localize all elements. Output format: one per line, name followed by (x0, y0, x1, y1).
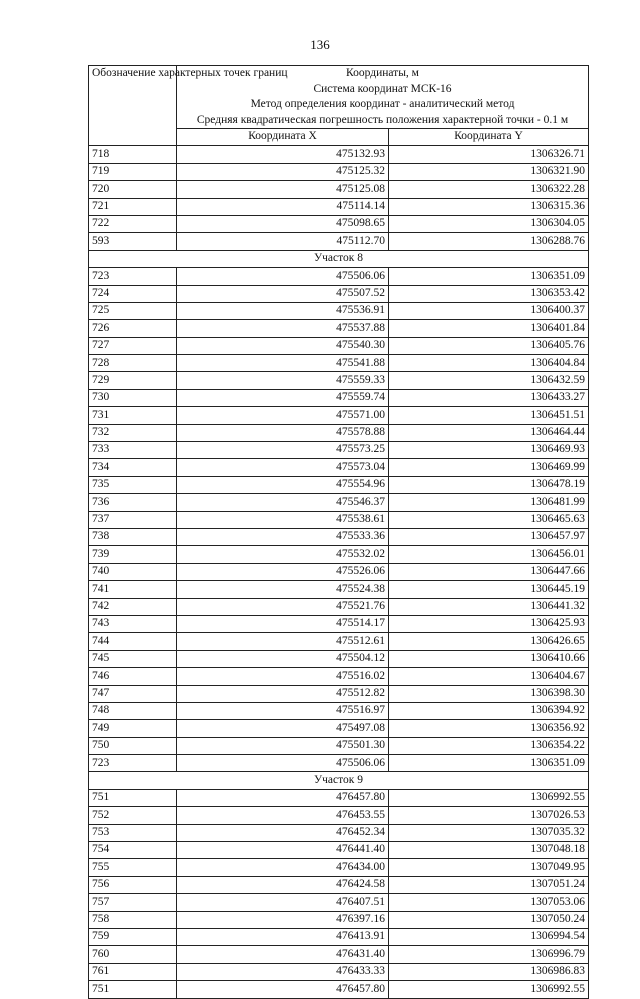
table-row (89, 633, 589, 650)
coord-x: 476457.80 (177, 789, 389, 806)
table-row (89, 615, 589, 632)
point-number: 760 (89, 946, 177, 963)
coord-x: 475114.14 (177, 198, 389, 215)
coord-y: 1306351.09 (389, 268, 589, 285)
coord-x: 475125.32 (177, 163, 389, 180)
point-number: 749 (89, 720, 177, 737)
coord-y: 1306398.30 (389, 685, 589, 702)
table-row (89, 981, 589, 998)
coord-x: 476407.51 (177, 894, 389, 911)
coord-x: 475516.97 (177, 702, 389, 719)
coord-x: 475506.06 (177, 268, 389, 285)
point-number: 751 (89, 789, 177, 806)
section-title: Участок 8 (89, 250, 589, 267)
coord-y: 1306445.19 (389, 581, 589, 598)
coord-y: 1306404.67 (389, 668, 589, 685)
point-number: 727 (89, 337, 177, 354)
coord-x: 475506.06 (177, 755, 389, 772)
point-number: 744 (89, 633, 177, 650)
coord-x: 475514.17 (177, 615, 389, 632)
coord-x: 476457.80 (177, 981, 389, 998)
point-number: 737 (89, 511, 177, 528)
coord-x: 475538.61 (177, 511, 389, 528)
table-row (89, 355, 589, 372)
point-number: 748 (89, 702, 177, 719)
point-number: 718 (89, 146, 177, 163)
table-row (89, 859, 589, 876)
table-row (89, 685, 589, 702)
point-number: 734 (89, 459, 177, 476)
table-row (89, 581, 589, 598)
point-number: 723 (89, 268, 177, 285)
coord-y: 1307053.06 (389, 894, 589, 911)
table-row (89, 320, 589, 337)
accuracy-note: Средняя квадратическая погрешность положения характерной точки - 0.1 м (196, 113, 569, 126)
coord-y: 1306400.37 (389, 302, 589, 319)
coord-y: 1306432.59 (389, 372, 589, 389)
point-number: 731 (89, 407, 177, 424)
coord-y: 1306288.76 (389, 233, 589, 250)
table-row (89, 668, 589, 685)
point-number: 747 (89, 685, 177, 702)
coord-y: 1306992.55 (389, 981, 589, 998)
table-row (89, 146, 589, 163)
coordinates-title: Координаты, м (346, 67, 419, 79)
coord-x: 475112.70 (177, 233, 389, 250)
coord-y: 1306433.27 (389, 389, 589, 406)
coord-y: 1306351.09 (389, 755, 589, 772)
coord-x: 475125.08 (177, 181, 389, 198)
point-number: 752 (89, 807, 177, 824)
point-number: 720 (89, 181, 177, 198)
table-row (89, 163, 589, 180)
table-row (89, 268, 589, 285)
coord-x: 475098.65 (177, 215, 389, 232)
coord-y: 1307048.18 (389, 842, 589, 859)
coord-x: 475524.38 (177, 581, 389, 598)
table-row (89, 407, 589, 424)
table-row (89, 755, 589, 772)
point-number: 724 (89, 285, 177, 302)
point-number: 743 (89, 615, 177, 632)
table-body (89, 146, 589, 998)
table-row (89, 911, 589, 928)
coord-y: 1306469.93 (389, 442, 589, 459)
point-number: 726 (89, 320, 177, 337)
coord-x: 475559.74 (177, 389, 389, 406)
coord-y: 1307049.95 (389, 859, 589, 876)
coord-y: 1306354.22 (389, 737, 589, 754)
coord-x: 475573.25 (177, 442, 389, 459)
coord-x: 475501.30 (177, 737, 389, 754)
section-row (89, 250, 589, 267)
coord-y: 1306304.05 (389, 215, 589, 232)
table-row (89, 285, 589, 302)
point-number: 759 (89, 928, 177, 945)
point-number: 719 (89, 163, 177, 180)
table-row (89, 476, 589, 493)
table-row (89, 424, 589, 441)
coord-x: 475532.02 (177, 546, 389, 563)
point-number: 756 (89, 876, 177, 893)
coord-y: 1306465.63 (389, 511, 589, 528)
coord-x: 475536.91 (177, 302, 389, 319)
coord-x: 476441.40 (177, 842, 389, 859)
section-title: Участок 9 (89, 772, 589, 789)
coord-y: 1306481.99 (389, 494, 589, 511)
coord-x: 476397.16 (177, 911, 389, 928)
table-row (89, 737, 589, 754)
table-row (89, 928, 589, 945)
coord-y: 1306425.93 (389, 615, 589, 632)
table-row (89, 702, 589, 719)
table-row (89, 807, 589, 824)
table-row (89, 650, 589, 667)
coord-x: 475533.36 (177, 528, 389, 545)
coord-y: 1307035.32 (389, 824, 589, 841)
coord-x: 475521.76 (177, 598, 389, 615)
point-number: 723 (89, 755, 177, 772)
coord-y: 1307050.24 (389, 911, 589, 928)
section-row (89, 772, 589, 789)
x-column-header: Координата X (177, 129, 389, 146)
coord-y: 1306394.92 (389, 702, 589, 719)
point-number: 721 (89, 198, 177, 215)
point-number: 742 (89, 598, 177, 615)
point-number: 750 (89, 737, 177, 754)
coord-x: 476424.58 (177, 876, 389, 893)
table-row (89, 233, 589, 250)
coord-x: 475541.88 (177, 355, 389, 372)
coord-y: 1306451.51 (389, 407, 589, 424)
coord-y: 1306441.32 (389, 598, 589, 615)
table-row (89, 389, 589, 406)
page-number: 136 (310, 37, 330, 52)
table-row (89, 963, 589, 980)
table-row (89, 946, 589, 963)
coord-y: 1306464.44 (389, 424, 589, 441)
table-row (89, 842, 589, 859)
coord-y: 1306356.92 (389, 720, 589, 737)
coord-y: 1306986.83 (389, 963, 589, 980)
point-number: 751 (89, 981, 177, 998)
table-row (89, 372, 589, 389)
coord-y: 1306447.66 (389, 563, 589, 580)
coord-y: 1306457.97 (389, 528, 589, 545)
coord-x: 475526.06 (177, 563, 389, 580)
point-number: 725 (89, 302, 177, 319)
coord-x: 476413.91 (177, 928, 389, 945)
table-row (89, 337, 589, 354)
coord-y: 1306315.36 (389, 198, 589, 215)
coord-x: 475507.52 (177, 285, 389, 302)
point-number: 758 (89, 911, 177, 928)
point-number: 593 (89, 233, 177, 250)
coordinate-system: Система координат МСК-16 (313, 82, 452, 95)
coord-x: 475559.33 (177, 372, 389, 389)
point-number: 746 (89, 668, 177, 685)
coord-y: 1306322.28 (389, 181, 589, 198)
coord-y: 1306426.65 (389, 633, 589, 650)
coord-y: 1306410.66 (389, 650, 589, 667)
point-number: 741 (89, 581, 177, 598)
point-number: 736 (89, 494, 177, 511)
coord-x: 476453.55 (177, 807, 389, 824)
coord-y: 1306994.54 (389, 928, 589, 945)
coord-x: 475504.12 (177, 650, 389, 667)
coord-y: 1306992.55 (389, 789, 589, 806)
table-row (89, 876, 589, 893)
coord-x: 475537.88 (177, 320, 389, 337)
point-number: 754 (89, 842, 177, 859)
coord-y: 1306404.84 (389, 355, 589, 372)
table-row (89, 894, 589, 911)
point-number: 730 (89, 389, 177, 406)
coord-x: 475497.08 (177, 720, 389, 737)
table-row (89, 789, 589, 806)
point-number: 745 (89, 650, 177, 667)
coord-y: 1306996.79 (389, 946, 589, 963)
table-row (89, 598, 589, 615)
point-number: 757 (89, 894, 177, 911)
table-row (89, 720, 589, 737)
coord-y: 1306456.01 (389, 546, 589, 563)
coord-x: 475512.61 (177, 633, 389, 650)
coord-x: 475578.88 (177, 424, 389, 441)
coord-x: 476431.40 (177, 946, 389, 963)
table-row (89, 442, 589, 459)
table-header (89, 66, 589, 146)
coord-y: 1306405.76 (389, 337, 589, 354)
point-number: 738 (89, 528, 177, 545)
point-number: 728 (89, 355, 177, 372)
point-number: 740 (89, 563, 177, 580)
point-number: 733 (89, 442, 177, 459)
coord-x: 476433.33 (177, 963, 389, 980)
coord-y: 1306321.90 (389, 163, 589, 180)
point-number: 739 (89, 546, 177, 563)
table-row (89, 215, 589, 232)
point-number: 732 (89, 424, 177, 441)
coord-x: 475571.00 (177, 407, 389, 424)
table-row (89, 198, 589, 215)
point-number: 735 (89, 476, 177, 493)
coord-y: 1307026.53 (389, 807, 589, 824)
table-row (89, 181, 589, 198)
point-number: 753 (89, 824, 177, 841)
coord-x: 475512.82 (177, 685, 389, 702)
table-row (89, 459, 589, 476)
coord-x: 475554.96 (177, 476, 389, 493)
point-number: 755 (89, 859, 177, 876)
coord-y: 1306401.84 (389, 320, 589, 337)
point-number: 729 (89, 372, 177, 389)
coord-x: 476434.00 (177, 859, 389, 876)
table-row (89, 494, 589, 511)
point-number: 722 (89, 215, 177, 232)
coordinates-table (88, 65, 589, 999)
coord-y: 1307051.24 (389, 876, 589, 893)
coord-x: 476452.34 (177, 824, 389, 841)
point-number: 761 (89, 963, 177, 980)
table-row (89, 546, 589, 563)
table-row (89, 824, 589, 841)
table-row (89, 302, 589, 319)
coord-x: 475132.93 (177, 146, 389, 163)
table-row (89, 528, 589, 545)
coord-y: 1306326.71 (389, 146, 589, 163)
determination-method: Метод определения координат - аналитический метод (250, 98, 515, 110)
coord-y: 1306469.99 (389, 459, 589, 476)
coord-x: 475546.37 (177, 494, 389, 511)
coord-y: 1306478.19 (389, 476, 589, 493)
coord-y: 1306353.42 (389, 285, 589, 302)
coord-x: 475573.04 (177, 459, 389, 476)
coord-x: 475516.02 (177, 668, 389, 685)
point-designation-header: Обозначение характерных точек границ (89, 66, 177, 146)
coord-x: 475540.30 (177, 337, 389, 354)
y-column-header: Координата Y (389, 129, 589, 146)
table-row (89, 563, 589, 580)
table-row (89, 511, 589, 528)
